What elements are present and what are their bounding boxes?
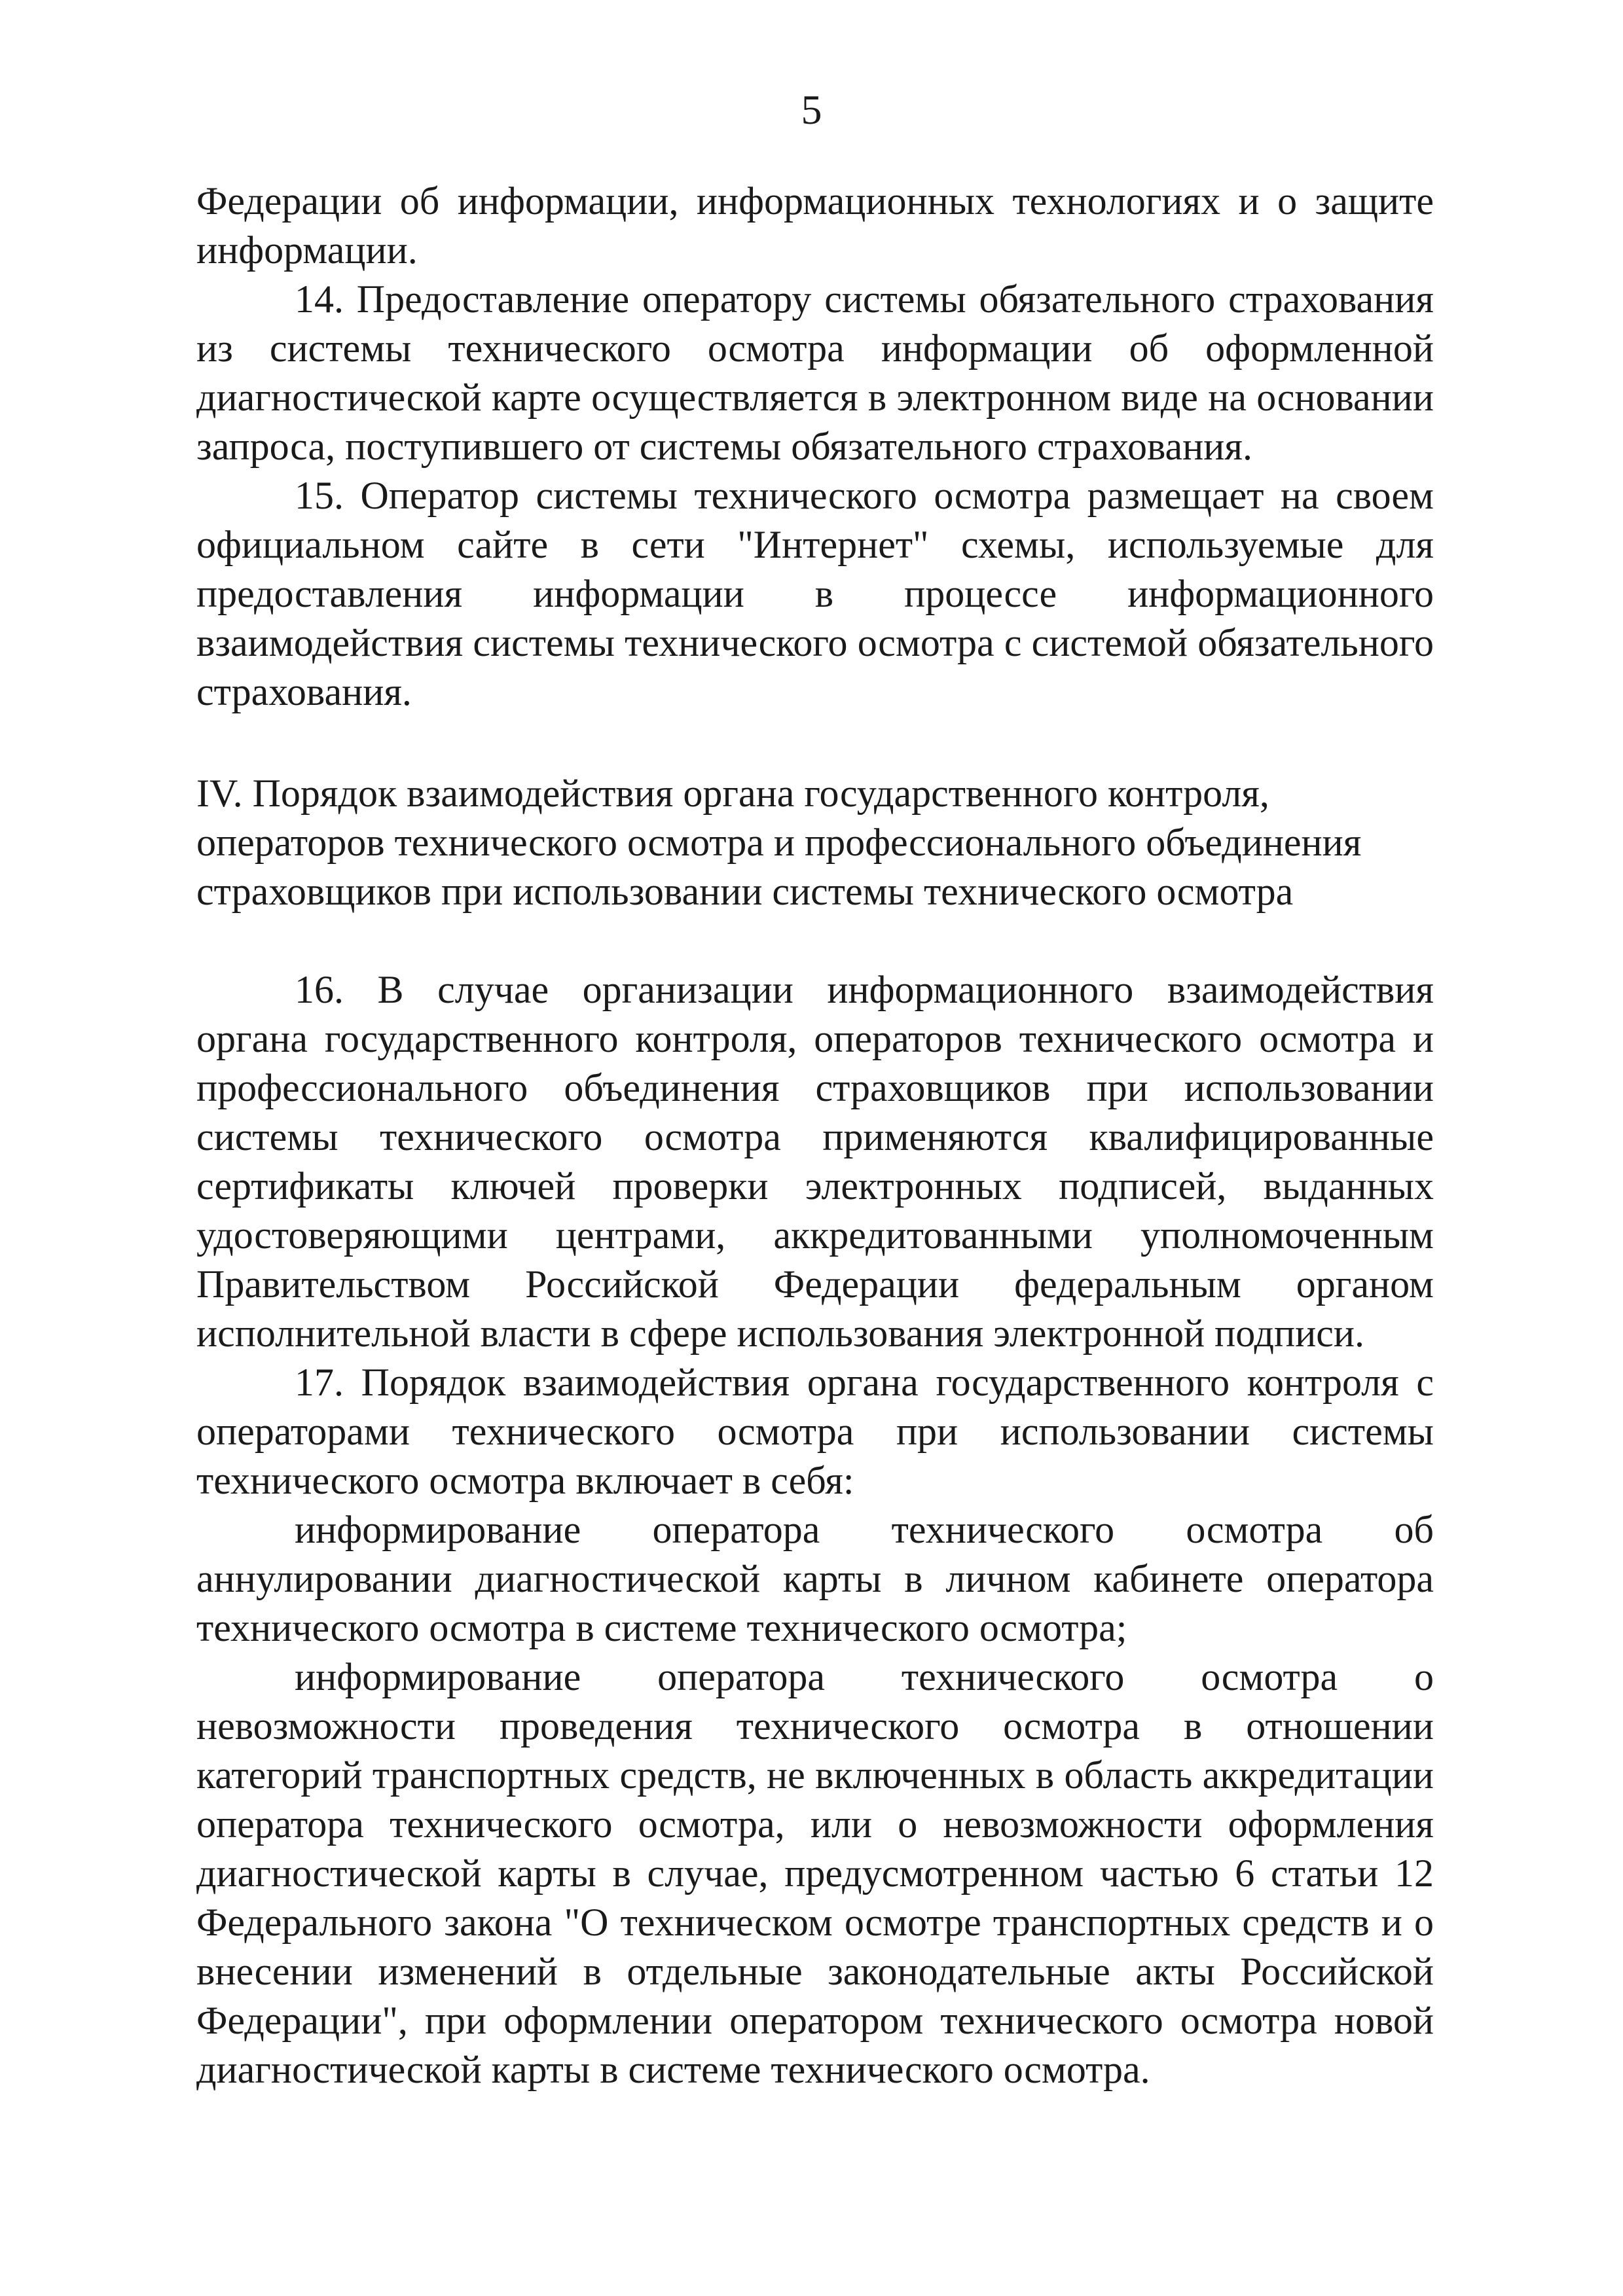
paragraph-17-item-2: информирование оператора технического осмотра о невозможности проведения технического осмотра в отношении категорий транспортных средств, не включенных в область аккредитации оператора технического осмотра, или о невозможности оформления диагностической карты в случае, предусмотренном частью 6 статьи 12 Федерального закона "О техническом осмотре транспортных средств и о внесении изменений в отдельные законодательные акты Российской Федерации", при оформлении оператором технического осмотра новой диагностической карты в системе технического осмотра. — [196, 1655, 1434, 2091]
section-heading-line-2: операторов технического осмотра и профессионального объединения — [196, 821, 1362, 864]
section-heading-line-1: IV. Порядок взаимодействия органа государственного контроля, — [196, 772, 1269, 815]
section-heading-line-3: страховщиков при использовании системы технического осмотра — [196, 870, 1294, 913]
spacer — [196, 717, 1434, 769]
page-number: 5 — [801, 86, 822, 133]
paragraph-14: 14. Предоставление оператору системы обязательного страхования из системы технического осмотра информации об оформленной диагностической карте осуществляется в электронном виде на основании запроса, поступившего от системы обязательного страхования. — [196, 278, 1434, 468]
document-body — [196, 177, 1434, 2094]
paragraph-16: 16. В случае организации информационного взаимодействия органа государственного контроля, операторов технического осмотра и профессионального объединения страховщиков при использовании системы технического осмотра применяются квалифицированные сертификаты ключей проверки электронных подписей, выданных удостоверяющими центрами, аккредитованными уполномоченным Правительством Российской Федерации федеральным органом исполнительной власти в сфере использования электронной подписи. — [196, 968, 1434, 1355]
paragraph-17-item-1: информирование оператора технического осмотра об аннулировании диагностической карты в личном кабинете оператора технического осмотра в системе технического осмотра; — [196, 1508, 1434, 1649]
paragraph-17: 17. Порядок взаимодействия органа государственного контроля с операторами технического осмотра при использовании системы технического осмотра включает в себя: — [196, 1361, 1434, 1502]
paragraph-15: 15. Оператор системы технического осмотра размещает на своем официальном сайте в сети "Интернет" схемы, используемые для предоставления информации в процессе информационного взаимодействия системы технического осмотра с системой обязательного страхования. — [196, 474, 1434, 713]
paragraph-continuation: Федерации об информации, информационных технологиях и о защите информации. — [196, 179, 1434, 272]
section-heading — [196, 769, 1434, 916]
spacer — [196, 916, 1434, 965]
